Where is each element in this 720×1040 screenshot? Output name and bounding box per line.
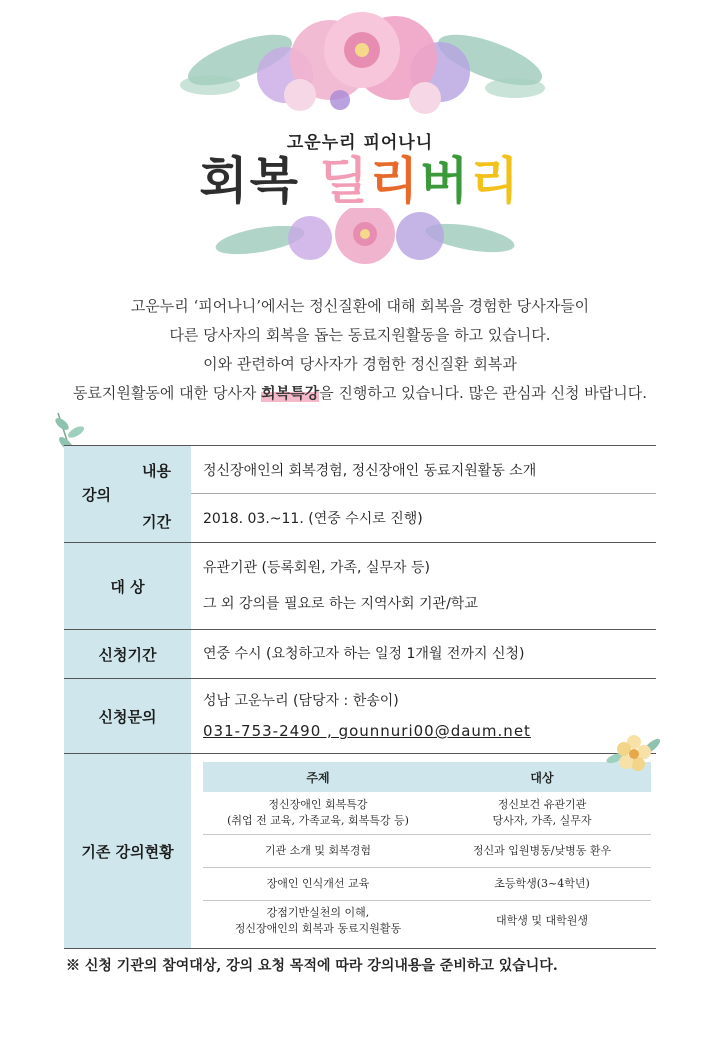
- status-table: [203, 762, 651, 942]
- apply-period-value: [191, 630, 656, 678]
- apply-period-label: 신청기간: [64, 630, 191, 678]
- target-value-cell: [191, 543, 656, 629]
- target-row: [64, 542, 656, 629]
- intro-highlight: 회복특강: [261, 384, 320, 402]
- table-row: [203, 867, 651, 900]
- floral-top-decoration-icon: [0, 0, 720, 122]
- period-value: 2018. 03.~11. (연중 수시로 진행): [203, 511, 423, 527]
- contact-phone-email[interactable]: 031-753-2490 , gounnuri00@daum.net: [203, 722, 531, 740]
- lecture-row: [64, 445, 656, 542]
- target-cell: [433, 792, 651, 834]
- apply-period-text: 연중 수시 (요청하고자 하는 일정 1개월 전까지 신청): [203, 646, 525, 662]
- contact-value-cell: [191, 679, 656, 753]
- subtitle: 고운누리 피어나니: [286, 133, 434, 153]
- lecture-label-cell: [64, 446, 191, 542]
- contact-row: [64, 678, 656, 753]
- title-part-5: 리: [470, 152, 521, 210]
- intro-line-1: 고운누리 ‘피어나니’에서는 정신질환에 대해 회복을 경험한 당사자들이: [130, 297, 590, 315]
- col-topic-header: 주제: [203, 762, 433, 792]
- status-row: [64, 753, 656, 949]
- title-part-1: 회복: [199, 152, 320, 210]
- title-part-2: 딜: [319, 152, 370, 210]
- target-label: 대 상: [64, 543, 191, 629]
- content-value: 정신장애인의 회복경험, 정신장애인 동료지원활동 소개: [191, 446, 656, 494]
- intro-line-3: 이와 관련하여 당사자가 경험한 정신질환 회복과: [203, 355, 517, 373]
- table-row: [203, 900, 651, 942]
- target-value-2: 그 외 강의를 필요로 하는 지역사회 기관/학교: [203, 596, 478, 612]
- info-table: [64, 445, 656, 949]
- title-part-3: 리: [369, 152, 420, 210]
- topic-line: 정신장애인의 회복과 동료지원활동: [234, 922, 402, 936]
- content-label: 내용: [142, 462, 171, 480]
- apply-period-row: [64, 629, 656, 678]
- period-label: 기간: [142, 513, 171, 531]
- lecture-value-cell: [191, 446, 656, 542]
- status-value-cell: [191, 754, 656, 948]
- target-cell: 대학생 및 대학원생: [495, 914, 588, 928]
- topic-cell: [203, 792, 433, 834]
- target-line: 정신보건 유관기관: [497, 797, 587, 811]
- target-line: 당사자, 가족, 실무자: [492, 813, 592, 827]
- contact-person: 성남 고운누리 (담당자 : 한송이): [203, 693, 399, 709]
- col-target-header: 대상: [433, 762, 651, 792]
- page-title: [0, 150, 720, 212]
- flower-icon: [606, 728, 662, 778]
- target-value-1: 유관기관 (등록회원, 가족, 실무자 등): [203, 560, 430, 576]
- title-part-4: 버: [420, 152, 471, 210]
- intro-line-4-a: 동료지원활동에 대한 당사자: [72, 384, 262, 402]
- intro-line-2: 다른 당사자의 회복을 돕는 동료지원활동을 하고 있습니다.: [169, 326, 551, 344]
- target-cell: 초등학생(3~4학년): [433, 867, 651, 900]
- intro-line-4: [20, 379, 700, 408]
- table-row: [203, 834, 651, 867]
- status-label: 기존 강의현황: [64, 754, 191, 948]
- floral-bottom-decoration-icon: [0, 208, 720, 278]
- intro-text: [20, 292, 700, 408]
- topic-cell: 장애인 인식개선 교육: [203, 867, 433, 900]
- topic-line: (취업 전 교육, 가족교육, 회복특강 등): [227, 813, 409, 827]
- intro-line-4-b: 을 진행하고 있습니다. 많은 관심과 신청 바랍니다.: [319, 384, 648, 402]
- target-cell: 정신과 입원병동/낮병동 환우: [433, 834, 651, 867]
- lecture-label: 강의: [82, 485, 111, 504]
- topic-cell: [203, 900, 433, 942]
- contact-label: 신청문의: [64, 679, 191, 753]
- topic-line: 강점기반실천의 이해,: [266, 906, 370, 920]
- topic-line: 정신장애인 회복특강: [268, 797, 368, 811]
- footnote: ※ 신청 기관의 참여대상, 강의 요청 목적에 따라 강의내용을 준비하고 있습니다.: [66, 958, 558, 974]
- table-row: [203, 792, 651, 834]
- topic-cell: 기관 소개 및 회복경험: [203, 834, 433, 867]
